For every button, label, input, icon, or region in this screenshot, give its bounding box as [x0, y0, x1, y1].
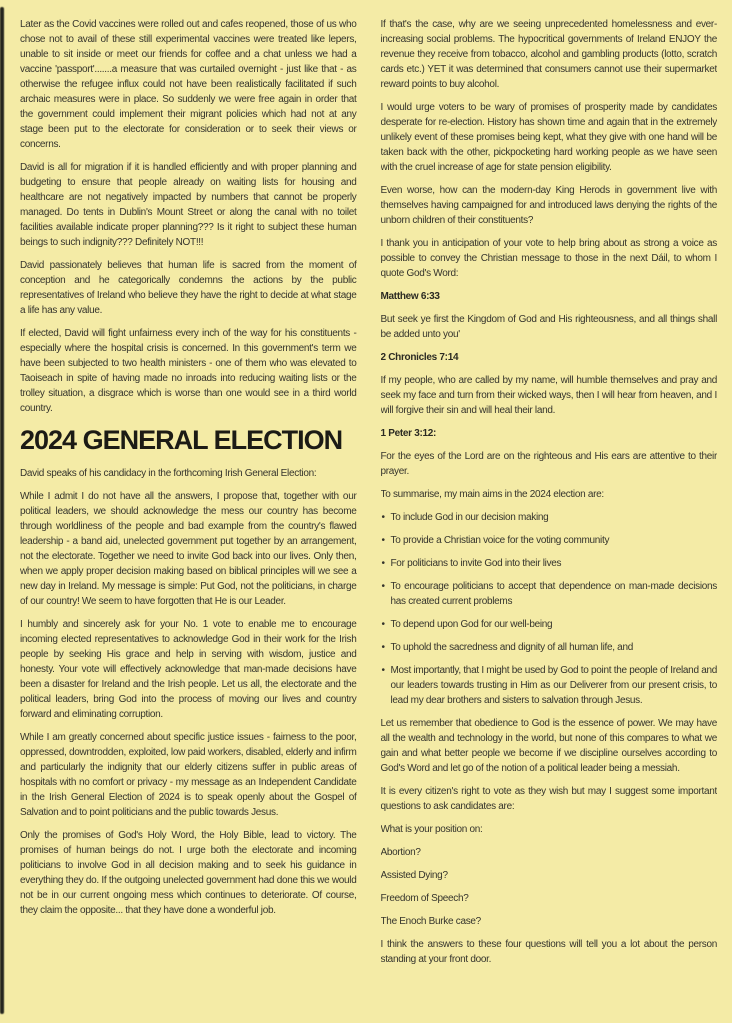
- paragraph: What is your position on:: [380, 824, 483, 835]
- bullet-item: • To depend upon God for our well-being: [381, 617, 718, 632]
- left-column: [20, 17, 357, 1023]
- paragraph: Later as the Covid vaccines were rolled out and cafes reopened, those of us who chose not to avail of these still experimental vaccines were treated like lepers, unable to sit inside or meet our friends for coffee and a chat unless we had a vaccine 'passport'.......a measure that was curtailed overnight - just like that - as otherwise the refugee influx could not have been realistically facilitated if such archaic measures were in place. So suddenly we were free again in order that the government could implement their migrant policies which had not at any stage been put to the electorate for consideration or to seek their views or concerns.: [20, 19, 357, 150]
- paragraph: Let us remember that obedience to God is the essence of power. We may have all the wealth and technology in the world, but none of this compares to what we gain and what better people we become if we discipline ourselves according to God's Word and let go of the notion of a political leader being a messiah.: [380, 718, 717, 774]
- paragraph: If elected, David will fight unfairness every inch of the way for his constituents - especially where the hospital crisis is concerned. In this government's term we have been subjected to two health ministers - one of them who was elevated to Taoiseach in spite of having made no inroads into reducing waiting lists or the trolley situation, a disgrace which is worse than one would see in a third world country.: [20, 328, 357, 414]
- bullet-item: • For politicians to invite God into their lives: [381, 556, 718, 571]
- paragraph: I humbly and sincerely ask for your No. 1 vote to enable me to encourage incoming elected representatives to acknowledge God in their work for the Irish people by seeking His grace and help in serving with wisdom, justice and honesty. Your vote will effectively acknowledge that man-made decisions have been a disaster for Ireland and the Irish people. Let us all, the electorate and the political leaders, bring God into the process of moving our lives and country forward and eliminating corruption.: [20, 619, 357, 721]
- verse-heading: 2 Chronicles 7:14: [380, 352, 459, 363]
- bullet-item: • To encourage politicians to accept that dependence on man-made decisions has created current problems: [381, 579, 718, 609]
- paragraph: I thank you in anticipation of your vote to help bring about as strong a voice as possible to convey the Christian message to those in the next Dáil, to whom I quote God's Word:: [380, 238, 717, 279]
- paragraph: I would urge voters to be wary of promises of prosperity made by candidates desperate for re-election. History has shown time and again that in the extremely unlikely event of these promises being kept, what they give with one hand will be taken back with the other, pickpocketing hard working people as we have seen with the cruel increase of age for state pension eligibility.: [380, 102, 717, 173]
- paragraph: David is all for migration if it is handled efficiently and with proper planning and budgeting to ensure that people already on waiting lists for housing and healthcare are not negatively impacted by numbers that cannot be properly managed. Do tents in Dublin's Mount Street or along the canal with no toilet facilities available indicate proper planning??? Is it right to subject these human beings to such indignity??? Definitely NOT!!!: [20, 162, 357, 248]
- paragraph: If that's the case, why are we seeing unprecedented homelessness and ever-increasing social problems. The hypocritical governments of Ireland ENJOY the revenue they receive from tobacco, alcohol and gambling products (lotto, scratch cards etc.) YET it was determined that consumers cannot use their supermarket reward points to buy alcohol.: [380, 19, 717, 90]
- paragraph: To summarise, my main aims in the 2024 election are:: [380, 489, 604, 500]
- bullet-item: • Most importantly, that I might be used by God to point the people of Ireland and our leaders towards trusting in Him as our Deliverer from our present crisis, to lead my dear brothers and sisters to salvation through Jesus.: [381, 663, 718, 708]
- paragraph: But seek ye first the Kingdom of God and His righteousness, and all things shall be added unto you': [380, 314, 717, 340]
- right-column: [381, 17, 718, 1023]
- bullet-item: • To include God in our decision making: [381, 510, 718, 525]
- paragraph: While I am greatly concerned about specific justice issues - fairness to the poor, oppressed, downtrodden, exploited, low paid workers, disabled, elderly and infirm and particularly the indignity that our elderly citizens suffer in public areas of hospitals with no comfort or privacy - my message as an Independent Candidate in the Irish General Election of 2024 is to speak openly about the Gospel of Salvation and to point politicians and the public towards Jesus.: [20, 732, 357, 819]
- paragraph: For the eyes of the Lord are on the righteous and His ears are attentive to their prayer.: [380, 451, 717, 477]
- page-heading: 2024 GENERAL ELECTION: [20, 425, 343, 455]
- paragraph: Assisted Dying?: [380, 870, 448, 881]
- paragraph: David passionately believes that human life is sacred from the moment of conception and he categorically condemns the actions by the public representatives of Ireland who believe they have the right to decide at what stage a life has any value.: [20, 260, 357, 316]
- paragraph: If my people, who are called by my name, will humble themselves and pray and seek my face and turn from their wicked ways, then I will hear from heaven, and I will forgive their sin and will heal their land.: [380, 375, 717, 416]
- bullet-item: • To uphold the sacredness and dignity of all human life, and: [381, 640, 718, 655]
- paragraph: I think the answers to these four questions will tell you a lot about the person standing at your front door.: [380, 939, 717, 965]
- paragraph: David speaks of his candidacy in the forthcoming Irish General Election:: [20, 468, 317, 480]
- verse-heading: Matthew 6:33: [380, 291, 440, 302]
- bullet-item: • To provide a Christian voice for the voting community: [381, 533, 718, 548]
- paragraph: Freedom of Speech?: [380, 893, 469, 904]
- paragraph: Abortion?: [380, 847, 421, 858]
- paragraph: It is every citizen's right to vote as they wish but may I suggest some important questions to ask candidates are:: [380, 786, 717, 812]
- paragraph: While I admit I do not have all the answers, I propose that, together with our political leaders, we should acknowledge the mess our country has become through worldliness of the people and bad example from the country's flawed leadership - a band aid, unelected government put together by an arrangement, not the electorate. Together we need to invite God back into our lives. Only then, when we apply proper decision making based on biblical principles will we see a new day in Ireland. My message is simple: Put God, not the politicians, in charge of our country! We seem to have forgotten that He is our Leader.: [20, 491, 357, 608]
- verse-heading: 1 Peter 3:12:: [380, 428, 437, 439]
- paragraph: Only the promises of God's Holy Word, the Holy Bible, lead to victory. The promises of human beings do not. I urge both the electorate and incoming politicians to involve God in all decision making and to seek his guidance in everything they do. If the outgoing unelected government had done this we would not be in our current ongoing mess which continues to deteriorate. Of course, they claim the opposite... that they have done a wonderful job.: [20, 830, 357, 917]
- page-edge-shadow: [0, 7, 4, 1014]
- paragraph: Even worse, how can the modern-day King Herods in government live with themselves having campaigned for and introduced laws denying the rights of the unborn children of their constituents?: [380, 185, 717, 226]
- paragraph: The Enoch Burke case?: [380, 916, 481, 927]
